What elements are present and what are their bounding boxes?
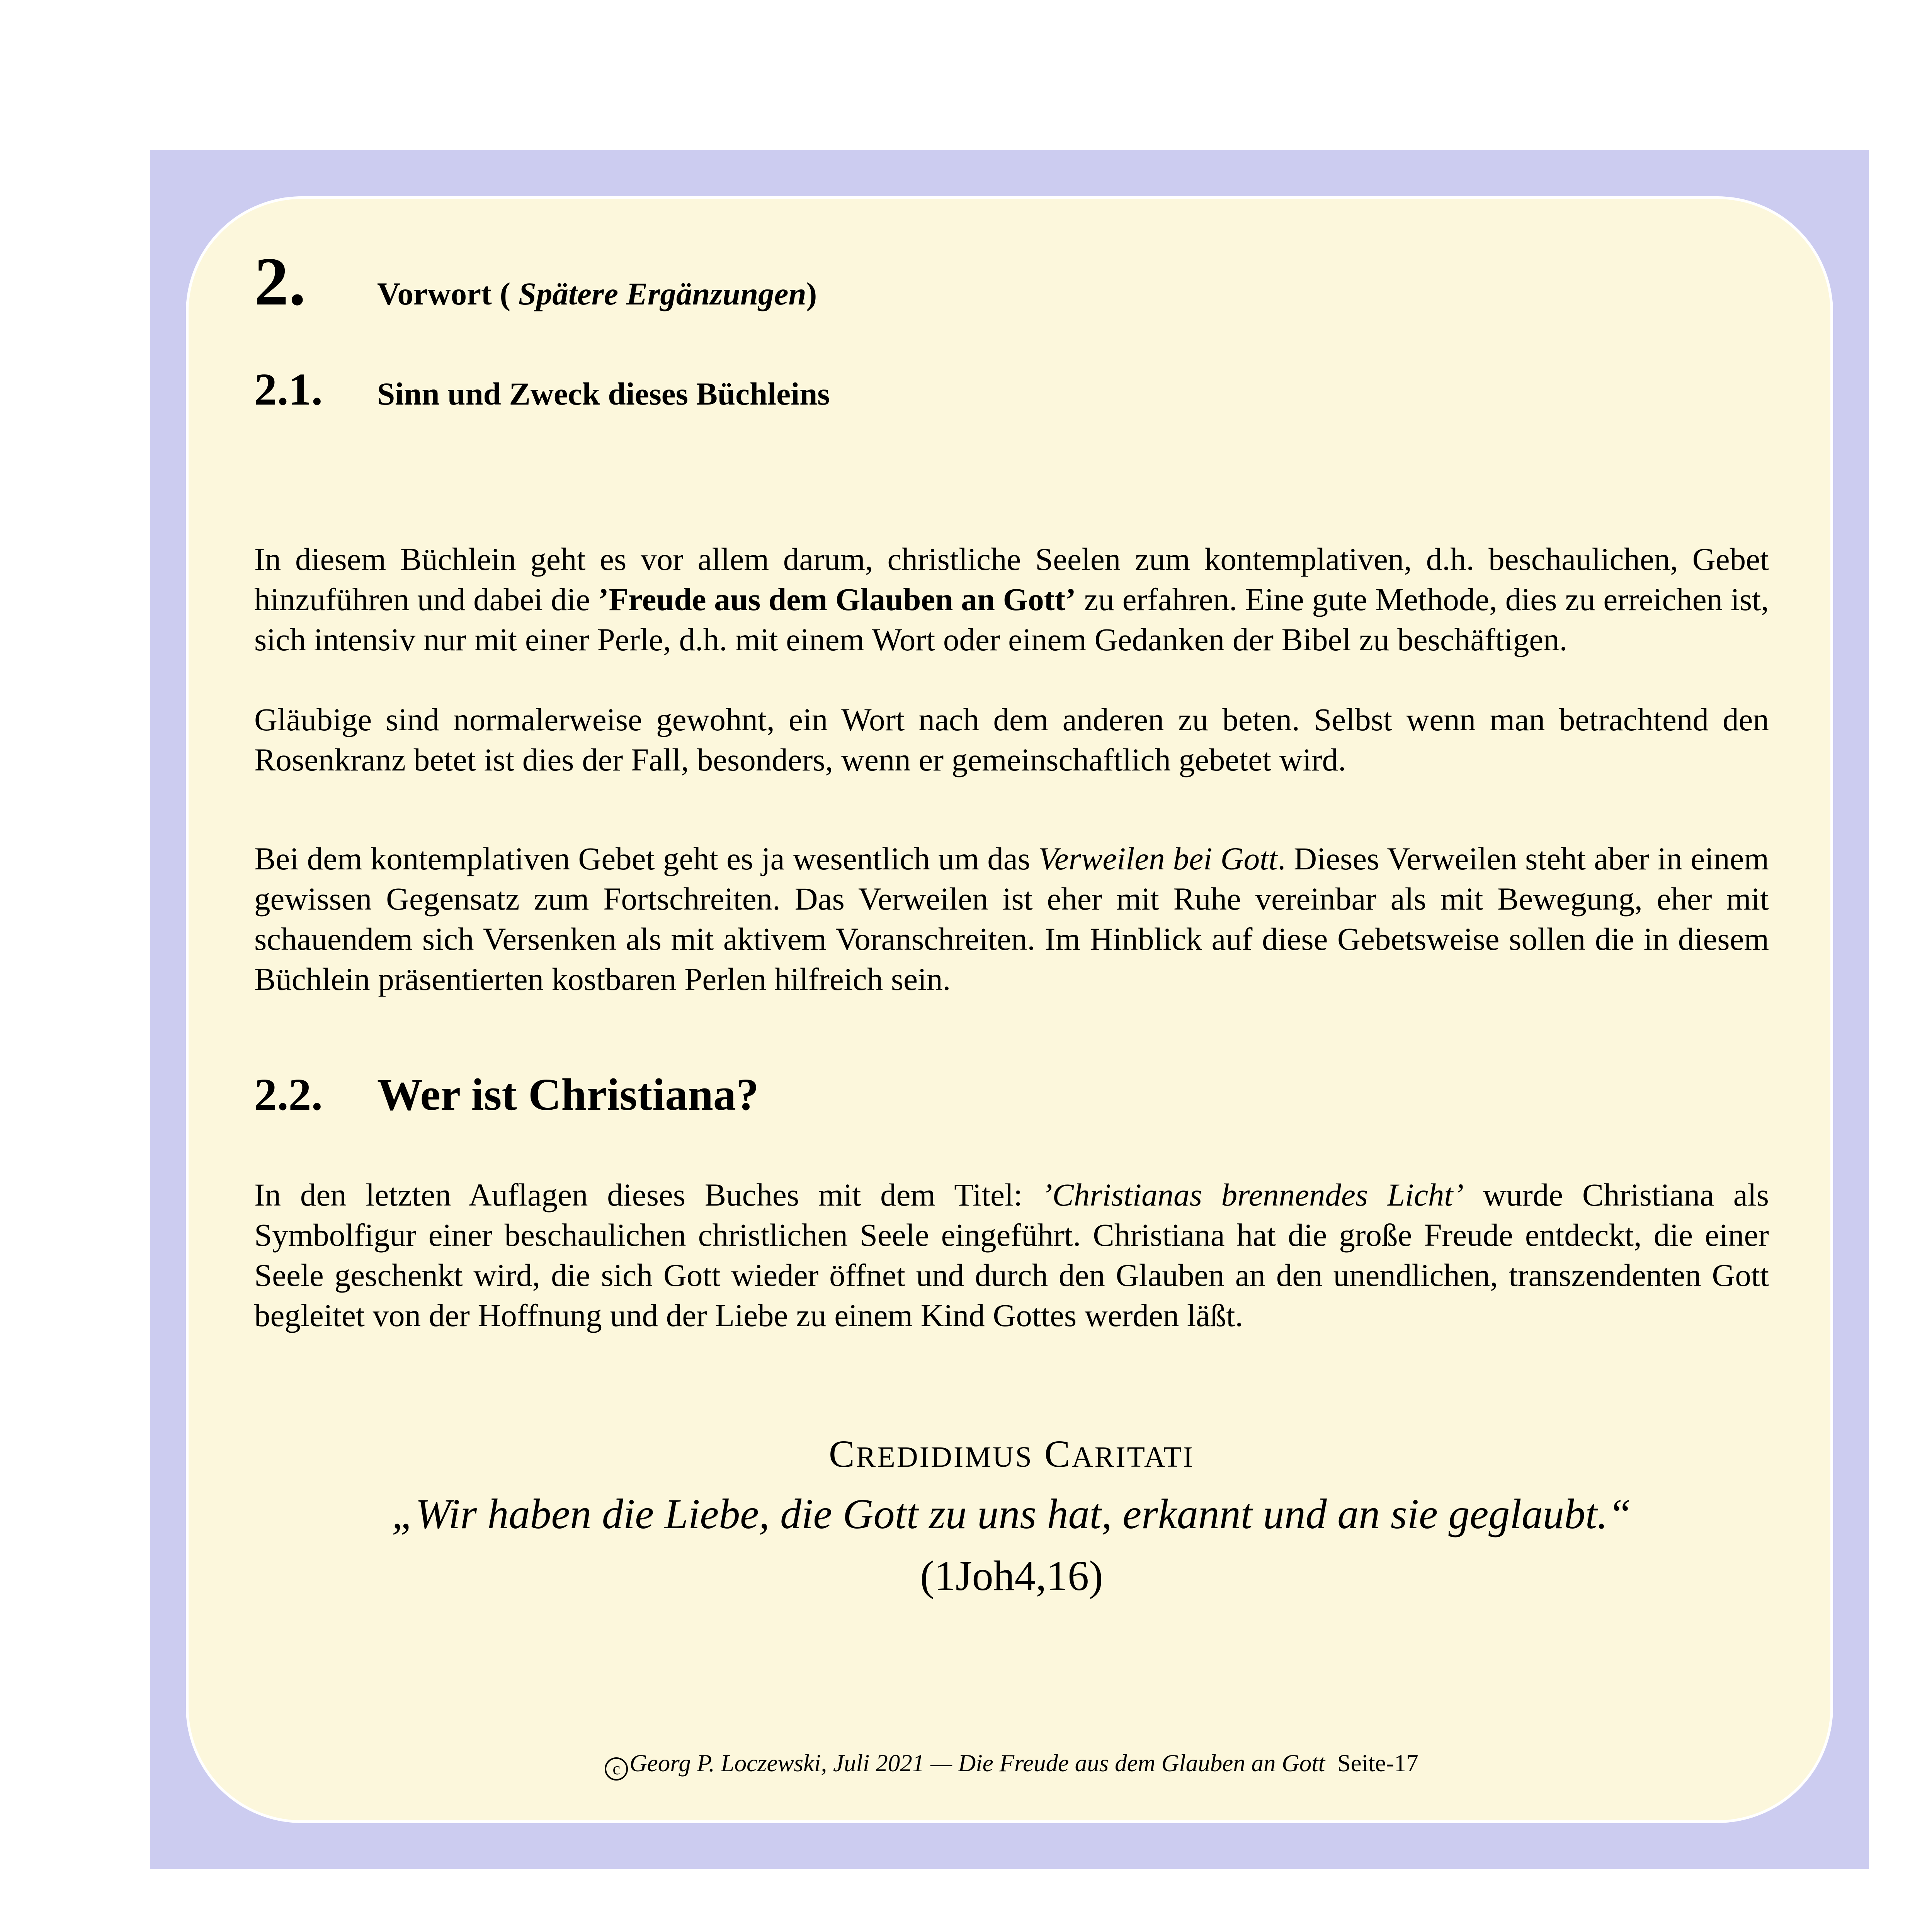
page-frame xyxy=(150,150,1869,1869)
motto-quote: „Wir haben die Liebe, die Gott zu uns hat, erkannt und an sie geglaubt.“ xyxy=(391,1490,1632,1537)
paragraph-3-after: . Dieses Verweilen steht aber in einem gewissen Gegensatz zum Fortschreiten. Das Verweilen ist eher mit Ruhe vereinbar als mit Bewegung, eher mit schauendem sich Versenken als mit aktivem Voranschreiten. Im Hinblick auf diese Gebetsweise sollen die in diesem Büchlein präsentierten kostbaren Perlen hilfreich sein. xyxy=(254,841,1769,997)
paragraph-4-before: In den letzten Auflagen dieses Buches mit dem Titel: xyxy=(254,1177,1042,1213)
subsection-title-2: Wer ist Christiana? xyxy=(377,1069,759,1120)
motto-title-initial-2: C xyxy=(1044,1432,1072,1475)
subsection-number-2: 2.2. xyxy=(254,1069,323,1120)
paragraph-2-text: Gläubige sind normalerweise gewohnt, ein Wort nach dem anderen zu beten. Selbst wenn man betrachtend den Rosenkranz betet ist dies der Fall, besonders, wenn er gemeinschaftlich gebetet wird. xyxy=(254,702,1769,777)
motto-reference: (1Joh4,16) xyxy=(920,1552,1103,1599)
paragraph-1 xyxy=(254,539,1769,660)
paragraph-4 xyxy=(254,1175,1769,1335)
subsection-heading-2 xyxy=(254,1068,759,1121)
footer-citation: Georg P. Loczewski, Juli 2021 — Die Freude aus dem Glauben an Gott xyxy=(629,1750,1325,1777)
paragraph-1-before: In diesem Büchlein geht es vor allem darum, christliche Seelen zum kontemplativen, d.h. beschaulichen, Gebet hinzuführen und dabei die xyxy=(254,541,1769,617)
subsection-number-1: 2.1. xyxy=(254,364,323,415)
paragraph-2 xyxy=(254,699,1769,780)
motto-title xyxy=(254,1432,1769,1476)
page-footer xyxy=(254,1749,1769,1781)
section-title-open: ( xyxy=(492,276,519,311)
paragraph-1-after: zu erfahren. Eine gute Methode, dies zu erreichen ist, sich intensiv nur mit einer Perle, d.h. mit einem Wort oder einem Gedanken der Bibel zu beschäftigen. xyxy=(254,582,1769,657)
motto-title-initial-1: C xyxy=(828,1432,856,1475)
footer-page-number: Seite-17 xyxy=(1337,1750,1418,1777)
subsection-heading-1 xyxy=(254,363,830,416)
section-title-note: Spätere Ergänzungen xyxy=(518,276,806,311)
copyright-icon: c xyxy=(605,1757,628,1781)
page-card xyxy=(186,196,1833,1823)
section-title-close: ) xyxy=(806,276,817,311)
paragraph-1-bold: ’Freude aus dem Glauben an Gott’ xyxy=(598,582,1076,617)
motto-title-rest-2: ARITATI xyxy=(1071,1441,1195,1473)
paragraph-3 xyxy=(254,838,1769,999)
section-number: 2. xyxy=(254,243,306,320)
paragraph-4-italic: ’Christianas brennendes Licht’ xyxy=(1041,1177,1464,1213)
paragraph-3-italic: Verweilen bei Gott xyxy=(1038,841,1278,876)
motto-title-rest-1: REDIDIMUS xyxy=(856,1441,1033,1473)
section-heading xyxy=(254,242,1769,321)
section-title xyxy=(377,276,817,311)
subsection-title-1: Sinn und Zweck dieses Büchleins xyxy=(377,376,830,412)
paragraph-3-before: Bei dem kontemplativen Gebet geht es ja wesentlich um das xyxy=(254,841,1039,876)
paragraph-4-after: wurde Christiana als Symbolfigur einer beschaulichen christlichen Seele eingeführt. Christiana hat die große Freude entdeckt, die einer Seele geschenkt wird, die sich Gott wieder öffnet und durch den Glauben an den unendlichen, transzendenten Gott begleitet von der Hoffnung und der Liebe zu einem Kind Gottes werden läßt. xyxy=(254,1177,1769,1333)
section-title-text: Vorwort xyxy=(377,276,492,311)
